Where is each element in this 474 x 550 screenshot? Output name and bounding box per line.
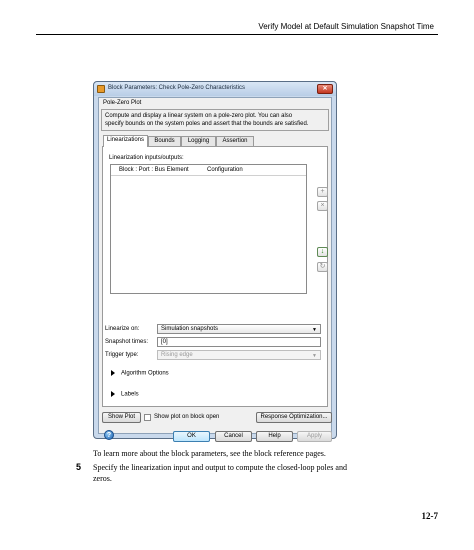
remove-signal-button[interactable]: [317, 201, 328, 211]
tab-bounds[interactable]: Bounds: [148, 136, 181, 146]
io-table[interactable]: [110, 164, 307, 294]
algorithm-options-expander[interactable]: [111, 370, 169, 377]
description: [105, 112, 308, 128]
import-signal-button[interactable]: [317, 247, 328, 257]
expand-triangle-icon: [111, 370, 115, 376]
tab-assertion[interactable]: Assertion: [216, 136, 254, 146]
block-name: Pole-Zero Plot: [103, 100, 142, 106]
linearize-on-select[interactable]: [157, 324, 321, 334]
step-text-line: zeros.: [93, 474, 112, 483]
column-header-block-port[interactable]: Block : Port : Bus Element: [119, 167, 189, 173]
ok-button[interactable]: OK: [173, 431, 210, 442]
chevron-down-icon: ▼: [312, 353, 317, 359]
trigger-type-value: Rising edge: [161, 352, 193, 358]
add-signal-button[interactable]: [317, 187, 328, 197]
down-arrow-icon: ↓: [320, 248, 325, 255]
page-header: [36, 22, 438, 36]
dialog-client: [98, 97, 332, 439]
block-parameters-dialog: [93, 81, 337, 439]
labels-expander[interactable]: [111, 391, 139, 398]
column-header-configuration[interactable]: Configuration: [207, 167, 243, 173]
trigger-type-label: Trigger type:: [105, 352, 139, 358]
help-button[interactable]: Help: [256, 431, 293, 442]
step-number: 5: [76, 462, 82, 472]
tab-logging[interactable]: Logging: [181, 136, 216, 146]
description-line: specify bounds on the system poles and assert that the bounds are satisfied.: [105, 121, 309, 127]
linearizations-panel: [102, 146, 328, 407]
step-text: [93, 462, 347, 484]
linearize-on-label: Linearize on:: [105, 326, 140, 332]
dialog-title: Block Parameters: Check Pole-Zero Characteristics: [108, 85, 246, 91]
cancel-button[interactable]: Cancel: [215, 431, 252, 442]
block-icon: [97, 85, 105, 93]
page-number: 12-7: [421, 511, 438, 521]
header-divider: [111, 175, 306, 176]
body-paragraph: To learn more about the block parameters, see the block reference pages.: [93, 449, 326, 458]
remove-icon: ×: [320, 202, 325, 209]
plus-icon: +: [320, 188, 325, 195]
labels-label: Labels: [121, 391, 139, 398]
show-plot-button[interactable]: Show Plot: [102, 412, 141, 423]
snapshot-times-input[interactable]: [157, 337, 321, 347]
description-line: Compute and display a linear system on a pole-zero plot. You can also: [105, 113, 293, 119]
response-optimization-button[interactable]: Response Optimization...: [256, 412, 332, 423]
description-box: [101, 109, 329, 131]
expand-triangle-icon: [111, 391, 115, 397]
snapshot-times-value: [0]: [161, 339, 168, 345]
show-plot-checkbox-label: Show plot on block open: [154, 414, 220, 420]
help-icon[interactable]: ?: [104, 430, 114, 440]
show-plot-checkbox[interactable]: [144, 414, 151, 421]
algorithm-options-label: Algorithm Options: [121, 370, 169, 377]
refresh-button[interactable]: [317, 262, 328, 272]
apply-button[interactable]: Apply: [297, 431, 332, 442]
running-header: Verify Model at Default Simulation Snapshot Time: [258, 22, 434, 31]
refresh-icon: ↻: [319, 263, 326, 270]
trigger-type-select[interactable]: [157, 350, 321, 360]
linearize-on-value: Simulation snapshots: [161, 326, 219, 332]
close-icon[interactable]: ✕: [317, 84, 333, 94]
dialog-titlebar[interactable]: [94, 82, 336, 96]
io-label: Linearization inputs/outputs:: [109, 155, 184, 161]
snapshot-times-label: Snapshot times:: [105, 339, 149, 345]
chevron-down-icon: ▼: [312, 327, 317, 333]
header-rule: [36, 34, 438, 35]
step-text-line: Specify the linearization input and output to compute the closed-loop poles and: [93, 463, 347, 472]
tab-linearizations[interactable]: Linearizations: [103, 135, 148, 147]
